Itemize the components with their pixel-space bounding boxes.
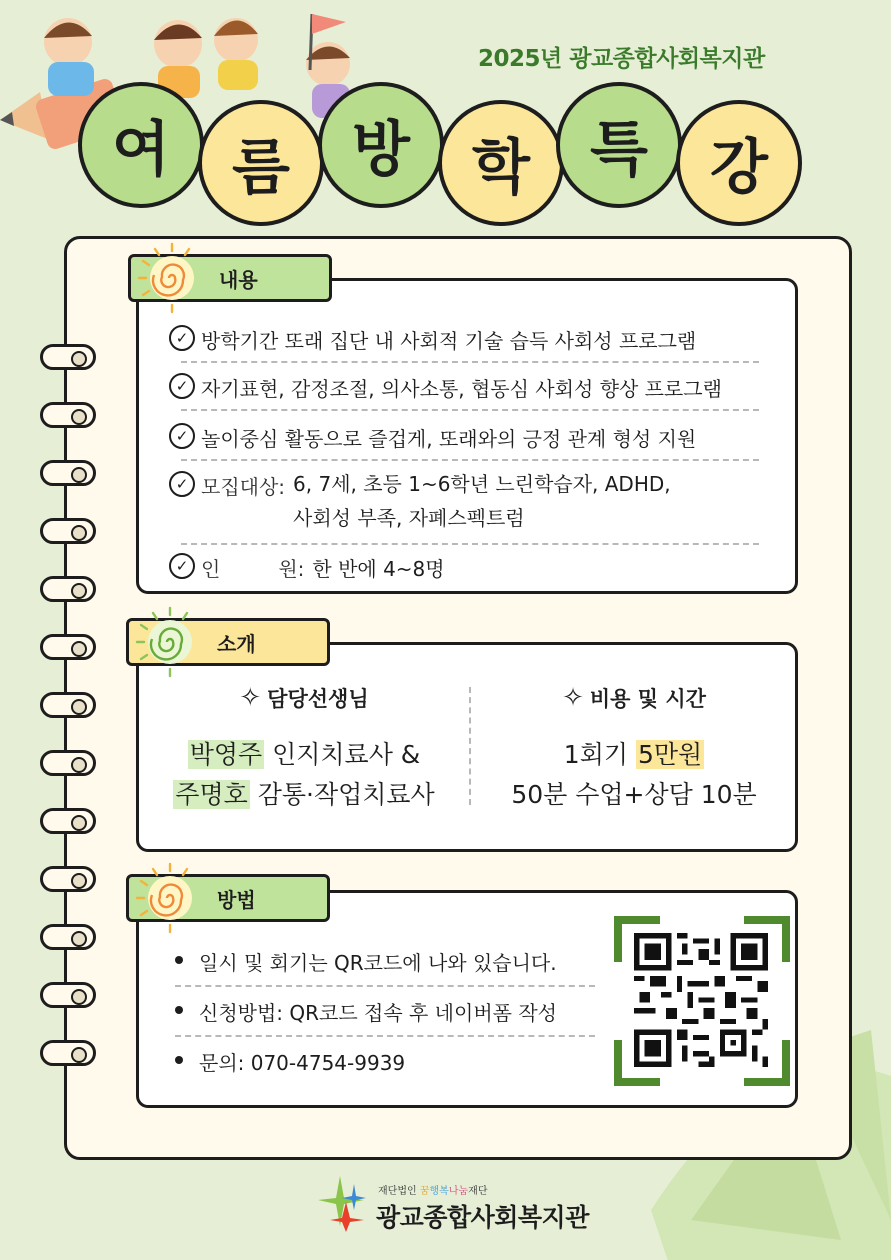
tab-label: 소개 <box>217 631 256 656</box>
ring-icon <box>40 982 96 1008</box>
footer-logo <box>318 1168 618 1238</box>
check-circle-icon: ✓ <box>169 553 195 579</box>
check-circle-icon: ✓ <box>169 373 195 399</box>
ring-icon <box>40 924 96 950</box>
intro-box <box>136 642 798 852</box>
footer-org-name: 광교종합사회복지관 <box>376 1203 589 1232</box>
ring-icon <box>40 576 96 602</box>
bullet-icon <box>175 1006 183 1014</box>
section-tab-method <box>126 874 330 922</box>
item-text: 문의: 070-4754-9939 <box>199 1051 406 1075</box>
ring-icon <box>40 634 96 660</box>
cost-column <box>469 683 799 815</box>
item-text: 자기표현, 감정조절, 의사소통, 협동심 사회성 향상 프로그램 <box>201 377 722 401</box>
item-text: 방학기간 또래 집단 내 사회적 기술 습득 사회성 프로그램 <box>201 329 697 353</box>
sparkle-icon: ✧ <box>239 683 262 713</box>
list-item-recruitment <box>169 471 759 535</box>
section-tab-content <box>128 254 332 302</box>
divider <box>181 409 759 411</box>
item-text: 6, 7세, 초등 1~6학년 느린학습자, ADHD, <box>293 472 671 496</box>
cost-heading: 비용 및 시간 <box>589 687 706 711</box>
list-item <box>169 325 759 354</box>
item-text: 사회성 부족, 자폐스펙트럼 <box>293 506 525 530</box>
ring-icon <box>40 866 96 892</box>
sparkle-icon: ✧ <box>562 683 584 713</box>
teacher-heading: 담당선생님 <box>267 687 369 711</box>
item-text: 놀이중심 활동으로 즐겁게, 또래와의 긍정 관계 형성 지원 <box>201 427 697 451</box>
sun-spiral-icon <box>135 241 209 315</box>
sun-spiral-icon <box>133 605 207 679</box>
tab-label: 내용 <box>219 267 258 292</box>
qr-code-image <box>634 930 768 1070</box>
divider <box>181 543 759 545</box>
title-char: 학 <box>438 100 564 226</box>
list-item <box>169 423 759 452</box>
divider <box>175 985 595 987</box>
list-item <box>169 373 759 402</box>
section-tab-intro <box>126 618 330 666</box>
list-item <box>169 997 595 1026</box>
bullet-icon <box>175 956 183 964</box>
qr-code[interactable] <box>614 916 790 1086</box>
divider <box>181 459 759 461</box>
content-box <box>136 278 798 594</box>
notebook-rings <box>40 340 100 1100</box>
check-circle-icon: ✓ <box>169 423 195 449</box>
item-text: 일시 및 회기는 QR코드에 나와 있습니다. <box>199 951 557 975</box>
teacher-role: 인지치료사 & <box>272 740 421 769</box>
ring-icon <box>40 808 96 834</box>
teacher-column <box>139 683 469 815</box>
item-text: 신청방법: QR코드 접속 후 네이버폼 작성 <box>199 1001 557 1025</box>
title-char: 여 <box>78 82 204 208</box>
organization-year-title: 2025년 광교종합사회복지관 <box>478 46 765 72</box>
teacher-role: 감통·작업치료사 <box>257 780 435 809</box>
check-circle-icon: ✓ <box>169 471 195 497</box>
ring-icon <box>40 344 96 370</box>
ring-icon <box>40 750 96 776</box>
list-item <box>169 947 595 976</box>
bullet-icon <box>175 1056 183 1064</box>
ring-icon <box>40 1040 96 1066</box>
ring-icon <box>40 402 96 428</box>
teacher-name: 박영주 <box>189 740 263 769</box>
session-time: 50분 수업+상담 10분 <box>511 780 757 809</box>
title-char: 특 <box>556 82 682 208</box>
teacher-name: 주명호 <box>175 780 248 809</box>
title-summer-special <box>78 76 818 231</box>
divider <box>181 361 759 363</box>
ring-icon <box>40 692 96 718</box>
foundation-label: 재단법인 꿈행복나눔재단 <box>378 1186 488 1197</box>
star-logo-icon <box>318 1176 372 1232</box>
title-char: 방 <box>318 82 444 208</box>
item-text: 한 반에 4~8명 <box>312 557 445 581</box>
item-label: 모집대상: <box>201 475 286 499</box>
sun-spiral-icon <box>133 861 207 935</box>
list-item <box>169 1047 595 1076</box>
item-label: 인 원: <box>201 557 305 581</box>
check-circle-icon: ✓ <box>169 325 195 351</box>
tab-label: 방법 <box>217 887 256 912</box>
price: 5만원 <box>637 740 703 769</box>
session-count: 1회기 <box>563 740 629 769</box>
divider <box>175 1035 595 1037</box>
list-item-capacity <box>169 553 759 582</box>
title-char: 강 <box>676 100 802 226</box>
title-char: 름 <box>198 100 324 226</box>
ring-icon <box>40 460 96 486</box>
ring-icon <box>40 518 96 544</box>
